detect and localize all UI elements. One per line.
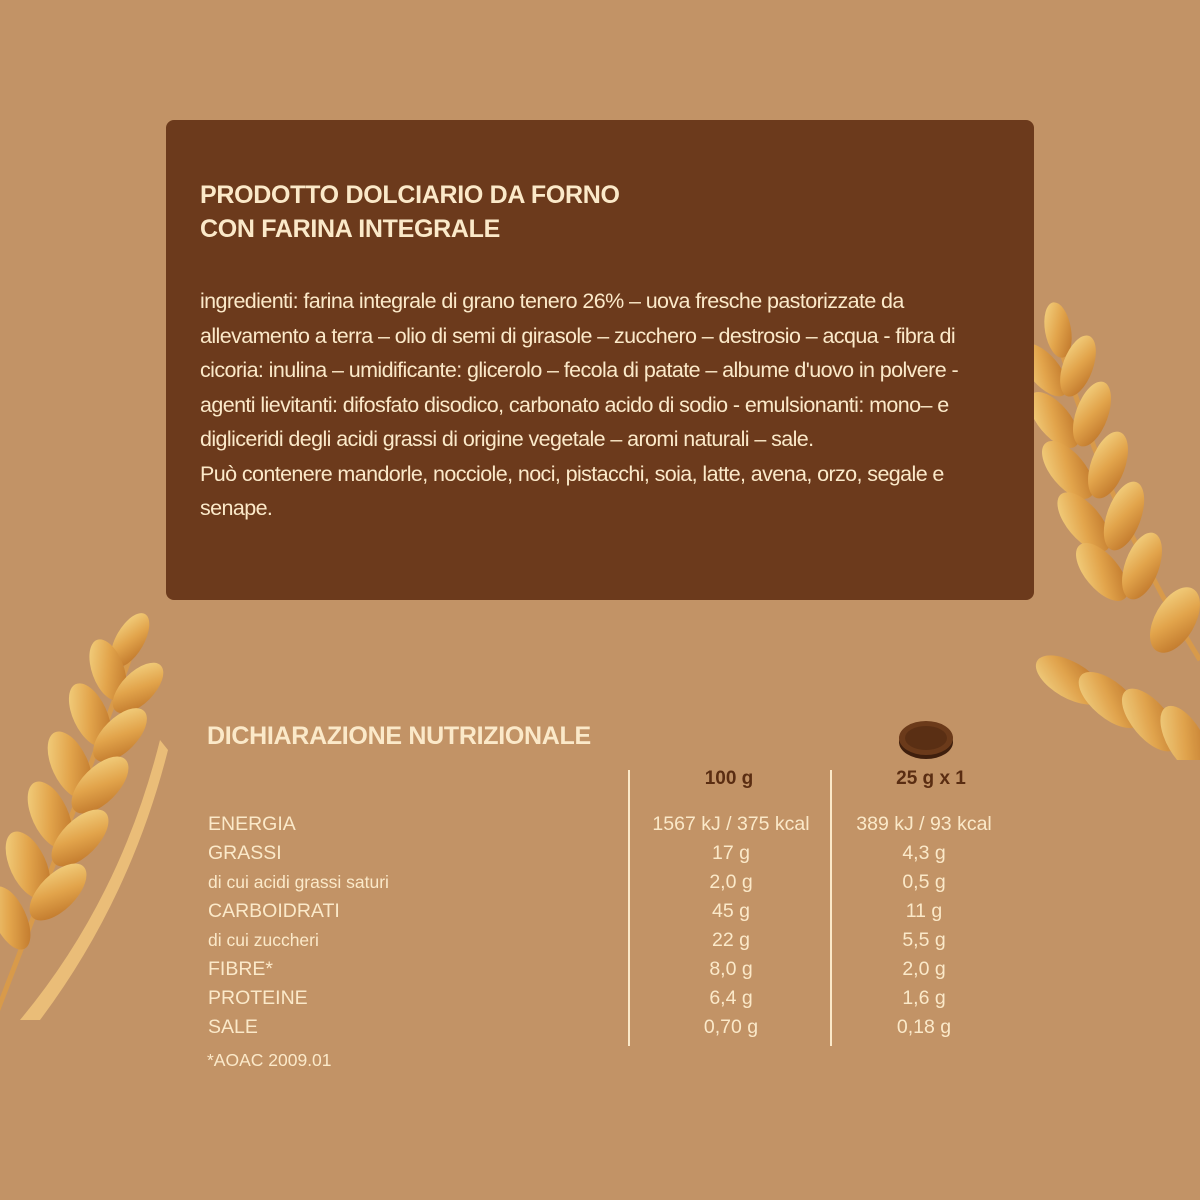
nutrition-row [0, 1013, 1200, 1042]
nutrition-footnote: *AOAC 2009.01 [207, 1050, 332, 1070]
nutrition-row [0, 868, 1200, 897]
nutrient-label: CARBOIDRATI [208, 900, 340, 922]
nutrition-row [0, 839, 1200, 868]
column-header-portion: 25 g x 1 [896, 768, 966, 789]
value-per-portion: 5,5 g [902, 929, 946, 951]
value-per-portion: 1,6 g [902, 987, 946, 1009]
value-per-portion: 2,0 g [902, 958, 946, 980]
ingredients-panel [166, 120, 1034, 600]
nutrition-row [0, 897, 1200, 926]
biscuit-icon [897, 717, 955, 761]
nutrient-label: di cui acidi grassi saturi [208, 872, 389, 892]
value-per-portion: 11 g [905, 900, 943, 922]
value-per-100g: 17 g [712, 842, 750, 864]
allergens-text: Può contenere mandorle, nocciole, noci, pistacchi, soia, latte, avena, orzo, segale e senape. [200, 461, 944, 520]
nutrient-label: PROTEINE [208, 987, 308, 1009]
nutrition-table [0, 810, 1200, 1042]
nutrient-label: SALE [208, 1016, 258, 1038]
value-per-100g: 0,70 g [703, 1016, 759, 1038]
nutrient-label: FIBRE* [208, 958, 274, 980]
value-per-portion: 4,3 g [902, 842, 946, 864]
value-per-100g: 2,0 g [709, 871, 753, 893]
product-title-line2: CON FARINA INTEGRALE [200, 215, 501, 243]
nutrient-label: di cui zuccheri [208, 930, 319, 950]
nutrition-row [0, 926, 1200, 955]
value-per-100g: 45 g [712, 900, 750, 922]
nutrition-row [0, 810, 1200, 839]
product-title-line1: PRODOTTO DOLCIARIO DA FORNO [200, 181, 620, 209]
value-per-100g: 1567 kJ / 375 kcal [652, 813, 810, 835]
nutrition-row [0, 955, 1200, 984]
value-per-portion: 0,5 g [902, 871, 946, 893]
value-per-100g: 22 g [712, 929, 750, 951]
wheat-right-decoration [1010, 300, 1200, 760]
value-per-portion: 0,18 g [896, 1016, 952, 1038]
product-title [200, 178, 1002, 246]
value-per-portion: 389 kJ / 93 kcal [856, 813, 992, 835]
nutrient-label: GRASSI [208, 842, 282, 864]
ingredients-text: ingredienti: farina integrale di grano tenero 26% – uova fresche pastorizzate da allevamento a terra – olio di semi di girasole – zucchero – destrosio – acqua - fibra di cicoria: inulina – umidificante: glicerolo – fecola di patate – albume d'uovo in polvere - agenti lievitanti: difosfato disodico, carbonato acido di sodio - emulsionanti: mono– e digliceridi degli acidi grassi di origine vegetale – aromi naturali – sale. [200, 289, 959, 451]
nutrition-row [0, 984, 1200, 1013]
value-per-100g: 8,0 g [709, 958, 753, 980]
column-header-100g: 100 g [704, 768, 754, 789]
value-per-100g: 6,4 g [709, 987, 753, 1009]
nutrient-label: ENERGIA [208, 813, 296, 835]
nutrition-title: DICHIARAZIONE NUTRIZIONALE [207, 722, 591, 750]
